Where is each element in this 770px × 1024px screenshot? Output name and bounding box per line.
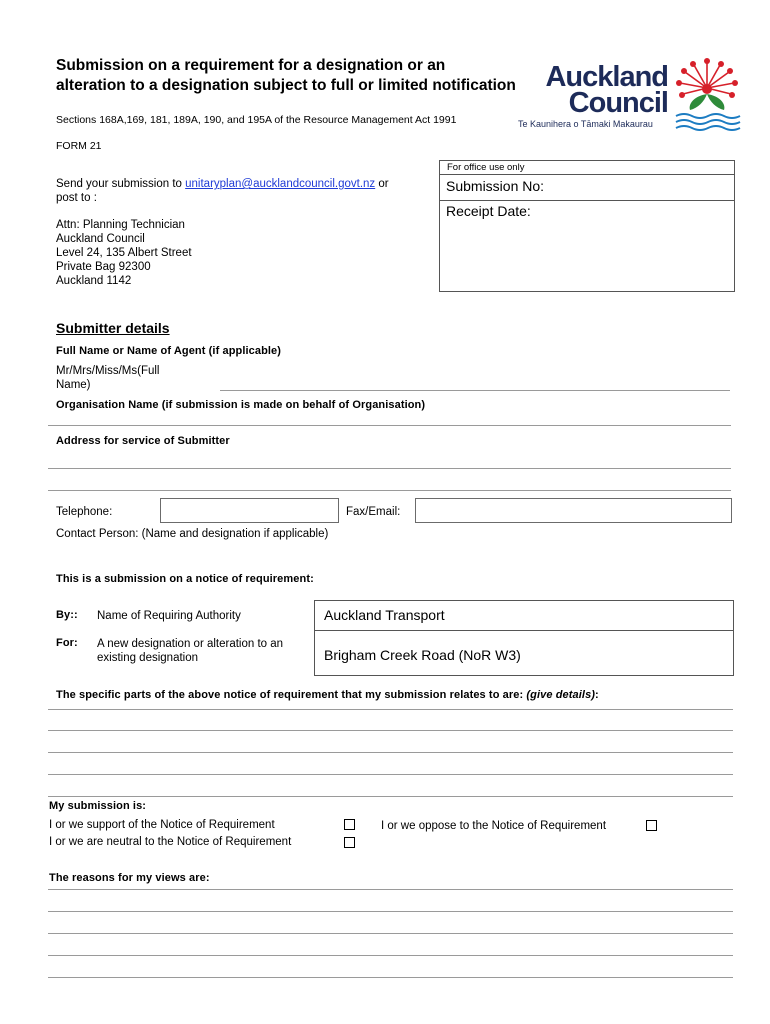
sections-reference: Sections 168A,169, 181, 189A, 190, and 195A of the Resource Management Act 1991 <box>56 114 457 126</box>
address-line: Attn: Planning Technician <box>56 219 185 231</box>
pohutukawa-flower-icon <box>672 56 742 132</box>
notice-heading: This is a submission on a notice of requirement: <box>56 573 314 585</box>
title-name-label: Mr/Mrs/Miss/Ms(Full Name) <box>56 365 160 391</box>
send-suffix: or <box>378 178 389 190</box>
post-to-label: post to : <box>56 192 97 204</box>
address-line: Auckland 1142 <box>56 275 132 287</box>
notice-values-box <box>314 600 734 676</box>
organisation-label: Organisation Name (if submission is made on behalf of Organisation) <box>56 399 426 411</box>
by-label: By:: <box>56 609 78 621</box>
send-instructions <box>56 177 440 191</box>
form-title: Submission on a requirement for a designation or an alteration to a designation subject to full or limited notification <box>56 57 516 94</box>
specific-parts-line-3[interactable] <box>48 752 733 753</box>
reasons-line-3[interactable] <box>48 933 733 934</box>
address-line-1[interactable] <box>48 468 731 469</box>
send-prefix: Send your submission to <box>56 178 182 190</box>
for-label: For: <box>56 637 78 649</box>
address-line: Private Bag 92300 <box>56 261 151 273</box>
form-number: FORM 21 <box>56 140 102 152</box>
submission-no-label: Submission No: <box>446 178 545 194</box>
neutral-option-label: I or we are neutral to the Notice of Requirement <box>49 836 292 848</box>
address-line: Level 24, 135 Albert Street <box>56 247 192 259</box>
telephone-label: Telephone: <box>56 506 113 518</box>
full-name-label: Full Name or Name of Agent (if applicable) <box>56 345 282 357</box>
organisation-line[interactable] <box>48 425 731 426</box>
receipt-date-label: Receipt Date: <box>446 203 531 219</box>
address-line: Auckland Council <box>56 233 145 245</box>
office-use-caption: For office use only <box>447 162 525 173</box>
auckland-council-logo <box>520 56 742 134</box>
specific-parts-label: The specific parts of the above notice of requirement that my submission relates to are: (give details): <box>56 689 599 701</box>
reasons-line-2[interactable] <box>48 911 733 912</box>
logo-word-auckland: Auckland <box>545 61 668 93</box>
logo-tagline: Te Kaunihera o Tāmaki Makaurau <box>518 119 653 129</box>
address-label: Address for service of Submitter <box>56 435 230 447</box>
specific-parts-line-4[interactable] <box>48 774 733 775</box>
neutral-checkbox[interactable] <box>344 837 355 848</box>
fax-email-field[interactable] <box>415 498 732 523</box>
contact-person-label: Contact Person: (Name and designation if applicable) <box>56 528 329 540</box>
oppose-checkbox[interactable] <box>646 820 657 831</box>
specific-parts-line-2[interactable] <box>48 730 733 731</box>
for-description: A new designation or alteration to an existing designation <box>97 638 284 664</box>
specific-parts-line-1[interactable] <box>48 709 733 710</box>
reasons-heading: The reasons for my views are: <box>49 872 210 884</box>
fax-email-label: Fax/Email: <box>346 506 401 518</box>
submission-email-link[interactable]: unitaryplan@aucklandcouncil.govt.nz <box>185 178 376 190</box>
oppose-option-label: I or we oppose to the Notice of Requirement <box>381 820 607 832</box>
postal-address <box>56 218 192 288</box>
full-name-line[interactable] <box>220 390 730 391</box>
support-option-label: I or we support of the Notice of Requirement <box>49 819 275 831</box>
reasons-line-4[interactable] <box>48 955 733 956</box>
requiring-authority-value: Auckland Transport <box>324 607 445 623</box>
office-use-box <box>439 160 735 292</box>
reasons-line-1[interactable] <box>48 889 733 890</box>
specific-parts-line-5[interactable] <box>48 796 733 797</box>
my-submission-heading: My submission is: <box>49 800 147 812</box>
submitter-details-heading: Submitter details <box>56 320 170 336</box>
telephone-field[interactable] <box>160 498 339 523</box>
address-line-2[interactable] <box>48 490 731 491</box>
by-description: Name of Requiring Authority <box>97 610 241 622</box>
designation-value: Brigham Creek Road (NoR W3) <box>324 647 521 663</box>
logo-word-council: Council <box>568 87 668 119</box>
support-checkbox[interactable] <box>344 819 355 830</box>
reasons-line-5[interactable] <box>48 977 733 978</box>
